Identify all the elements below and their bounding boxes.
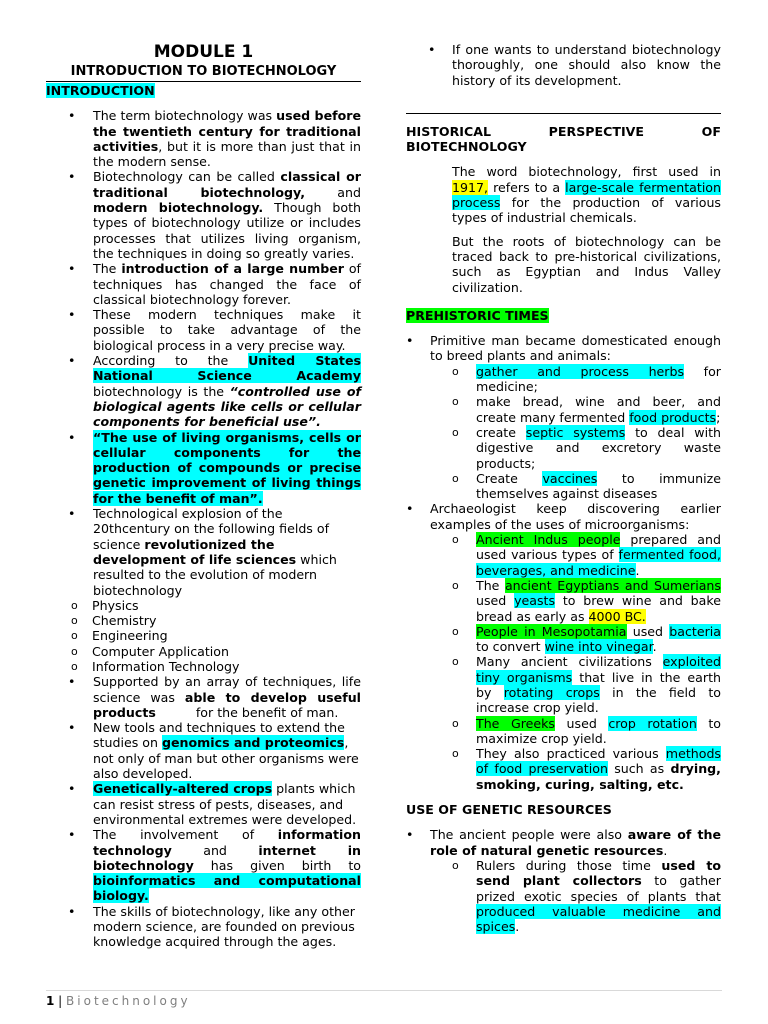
historical-paragraph-2: But the roots of biotechnology can be traced back to pre-historical civilizations, such as Egyptian and Indus Valley civilization. [452,233,721,295]
sublist-item: o The Greeks used crop rotation to maximize crop yield. [406,716,721,747]
prehistoric-sublist [406,364,721,502]
field-item: o Computer Application [46,644,361,659]
footer-separator: | [54,994,67,1008]
list-item: • If one wants to understand biotechnology thoroughly, one should also know the history of its development. [428,42,721,88]
fields-list [46,598,361,674]
sublist-item: o gather and process herbs for medicine; [406,364,721,395]
list-item: • Archaeologist keep discovering earlier examples of the uses of microorganisms: o Ancient Indus people prepared and used various types of fermented food, beverages, and medicine. o The ancient Egyptians and Sumerians used yeasts to brew wine and bake bread as early as 4000 BC. o People in Mesopotamia used bacteria to convert wine into vinegar. o Many ancient civilizations exploited tiny organisms that live in the earth by rotating crops in the field to increase crop yield. o The Greeks used crop rotation to maximize crop yield. o They also practiced various methods of food preservation such as drying, smoking, curing, salting, etc. [406,501,721,792]
list-item: • The introduction of a large number of techniques has changed the face of classical biotechnology forever. [46,261,361,307]
list-item: • The term biotechnology was used before the twentieth century for traditional activities, but it is more than just that in the modern sense. [46,108,361,169]
field-item: o Chemistry [46,613,361,628]
list-item: • Technological explosion of the 20thcentury on the following fields of science revolutionized the development of life sciences which resulted to the evolution of modern biotechnology o Physics o Chemistry o Engineering o Computer Application o Information Technology [46,506,361,674]
list-item: • The ancient people were also aware of the role of natural genetic resources. o Rulers during those time used to send plant collectors to gather prized exotic species of plants that produced valuable medicine and spices. [406,827,721,934]
list-item: • Supported by an array of techniques, life science was able to develop useful products for the benefit of man. [46,674,361,720]
sublist-item: o They also practiced various methods of food preservation such as drying, smoking, curing, salting, etc. [406,746,721,792]
section-heading-historical: HISTORICAL PERSPECTIVE OF BIOTECHNOLOGY [406,123,721,155]
list-item: • Genetically-altered crops plants which can resist stress of pests, diseases, and environmental extremes were developed. [46,781,361,827]
field-item: o Physics [46,598,361,613]
field-item: o Engineering [46,628,361,643]
list-item: • According to the United States National Science Academy biotechnology is the “controlled use of biological agents like cells or cellular components for beneficial use”. [46,353,361,429]
sublist-item: o make bread, wine and beer, and create many fermented food products; [406,394,721,425]
list-item: • New tools and techniques to extend the studies on genomics and proteomics, not only of man but other organisms were also developed. [46,720,361,781]
list-item: • These modern techniques make it possible to take advantage of the biological process in a very precise way. [46,307,361,353]
genetic-sublist [406,858,721,934]
section-heading-introduction: INTRODUCTION [46,83,155,98]
sublist-item: o The ancient Egyptians and Sumerians used yeasts to brew wine and bake bread as early as 4000 BC. [406,578,721,624]
sublist-item: o Many ancient civilizations exploited tiny organisms that live in the earth by rotating crops in the field to increase crop yield. [406,654,721,715]
section-heading-genetic-resources: USE OF GENETIC RESOURCES [406,802,612,818]
list-item: • The involvement of information technology and internet in biotechnology has given birth to bioinformatics and computational biology. [46,827,361,903]
intro-list [46,108,361,949]
sublist-item: o Rulers during those time used to send plant collectors to gather prized exotic species of plants that produced valuable medicine and spices. [406,858,721,934]
footer-rule [46,990,722,991]
module-title: MODULE 1 [153,42,254,62]
list-item: • The skills of biotechnology, like any other modern science, are founded on previous knowledge acquired through the ages. [46,904,361,950]
section-heading-prehistoric: PREHISTORIC TIMES [406,307,549,323]
list-item: • Biotechnology can be called classical or traditional biotechnology, and modern biotechnology. Though both types of biotechnology utilize or includes processes that utilizes living organism, the techniques in doing so greatly varies. [46,169,361,261]
top-list [428,42,721,88]
module-subtitle: INTRODUCTION TO BIOTECHNOLOGY [46,64,361,82]
sublist-item: o Ancient Indus people prepared and used various types of fermented food, beverages, and medicine. [406,532,721,578]
prehistoric-list [406,333,721,792]
list-item: • Primitive man became domesticated enough to breed plants and animals: o gather and process herbs for medicine; o make bread, wine and beer, and create many fermented food products; o create septic systems to deal with digestive and excretory waste products; o Create vaccines to immunize themselves against diseases [406,333,721,501]
page-footer [46,994,722,1009]
sublist-item: o create septic systems to deal with digestive and excretory waste products; [406,425,721,471]
divider [406,113,721,114]
historical-paragraph-1: The word biotechnology, first used in 1917, refers to a large-scale fermentation process for the production of various types of industrial chemicals. [452,164,721,226]
genetic-list [406,827,721,934]
list-item-highlighted: • “The use of living organisms, cells or cellular components for the production of compounds or precise genetic improvement of living things for the benefit of man”. [46,430,361,506]
sublist-item: o Create vaccines to immunize themselves against diseases [406,471,721,502]
sublist-item: o People in Mesopotamia used bacteria to convert wine into vinegar. [406,624,721,655]
page-number: 1 [46,994,55,1008]
archaeology-sublist [406,532,721,792]
field-item: o Information Technology [46,659,361,674]
right-column [406,42,721,934]
left-column [46,42,361,950]
footer-label: Biotechnology [66,994,191,1008]
